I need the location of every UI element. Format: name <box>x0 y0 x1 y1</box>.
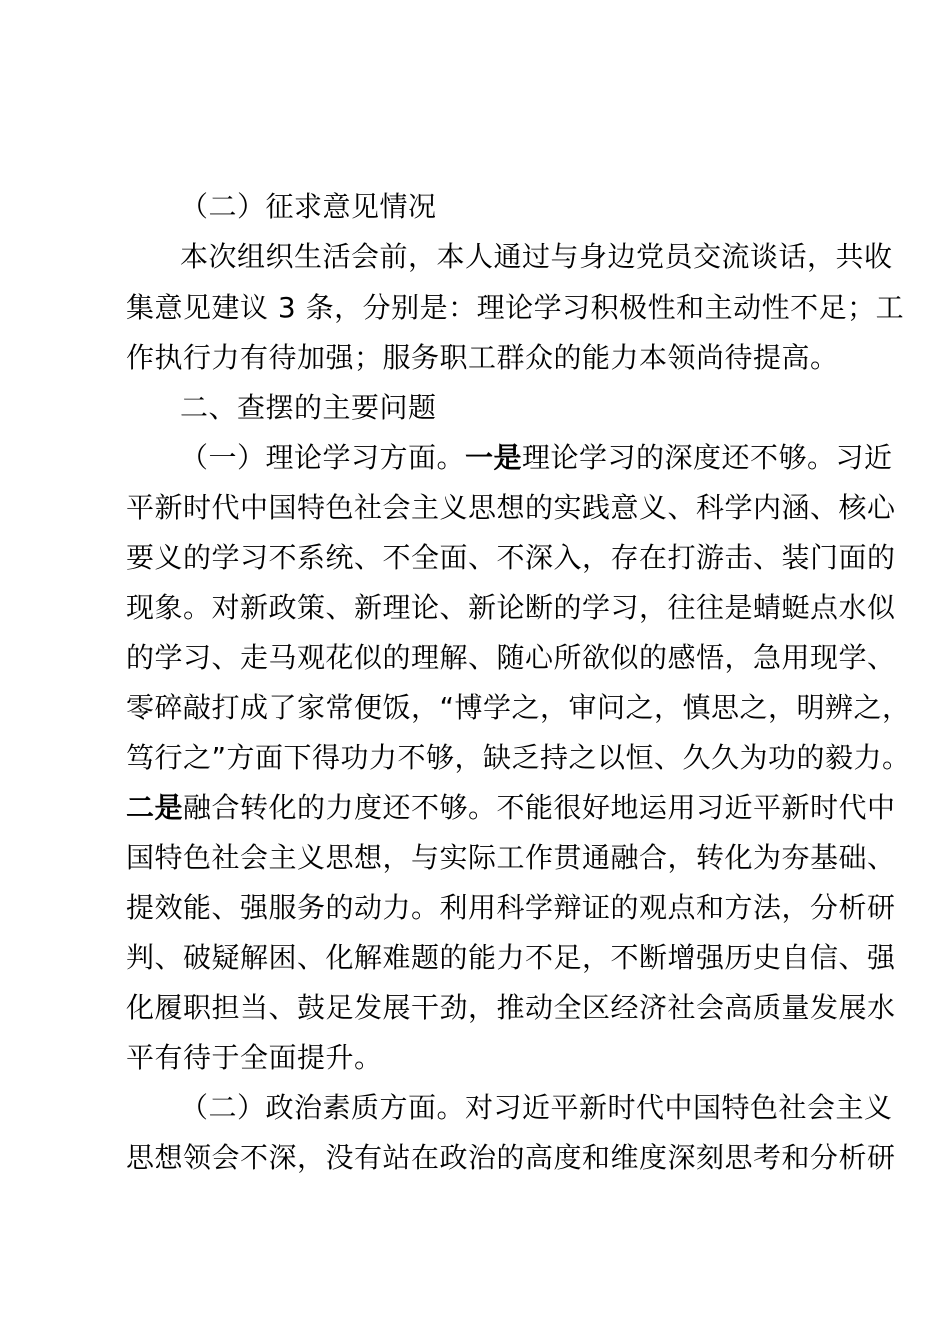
paragraph-line: 要义的学习不系统、不全面、不深入，存在打游击、装门面的 <box>126 541 896 574</box>
paragraph-line <box>126 790 896 826</box>
paragraph-line: 国特色社会主义思想，与实际工作贯通融合，转化为夯基础、 <box>126 841 896 874</box>
paragraph-line: （二）政治素质方面。对习近平新时代中国特色社会主义 <box>180 1091 893 1124</box>
bold-marker: 二是 <box>126 791 184 824</box>
subsection-heading-opinions: （二）征求意见情况 <box>180 190 437 223</box>
paragraph-line: 判、破疑解困、化解难题的能力不足，不断增强历史自信、强 <box>126 941 896 974</box>
section-heading-problems: 二、查摆的主要问题 <box>180 391 437 424</box>
paragraph-line: 作执行力有待加强；服务职工群众的能力本领尚待提高。 <box>126 341 839 374</box>
paragraph-line: 现象。对新政策、新理论、新论断的学习，往往是蜻蜓点水似 <box>126 591 896 624</box>
paragraph-line: 思想领会不深，没有站在政治的高度和维度深刻思考和分析研 <box>126 1141 896 1174</box>
paragraph-line: 平有待于全面提升。 <box>126 1041 383 1074</box>
line-suffix: 理论学习的深度还不够。习近 <box>522 441 893 474</box>
paragraph-line: 零碎敲打成了家常便饭，“博学之，审问之，慎思之，明辨之， <box>126 691 911 724</box>
paragraph-line: 平新时代中国特色社会主义思想的实践意义、科学内涵、核心 <box>126 491 896 524</box>
line-prefix: （一）理论学习方面。 <box>180 441 466 474</box>
paragraph-line: 本次组织生活会前，本人通过与身边党员交流谈话，共收 <box>180 240 893 273</box>
paragraph-line: 笃行之”方面下得功力不够，缺乏持之以恒、久久为功的毅力。 <box>126 741 911 774</box>
bold-marker: 一是 <box>465 441 523 474</box>
paragraph-line: 化履职担当、鼓足发展干劲，推动全区经济社会高质量发展水 <box>126 991 896 1024</box>
paragraph-line <box>180 440 893 476</box>
paragraph-line: 的学习、走马观花似的理解、随心所欲似的感悟，急用现学、 <box>126 641 896 674</box>
line-suffix: 融合转化的力度还不够。不能很好地运用习近平新时代中 <box>183 791 896 824</box>
paragraph-line: 提效能、强服务的动力。利用科学辩证的观点和方法，分析研 <box>126 891 896 924</box>
paragraph-line: 集意见建议 3 条，分别是：理论学习积极性和主动性不足；工 <box>126 291 905 324</box>
